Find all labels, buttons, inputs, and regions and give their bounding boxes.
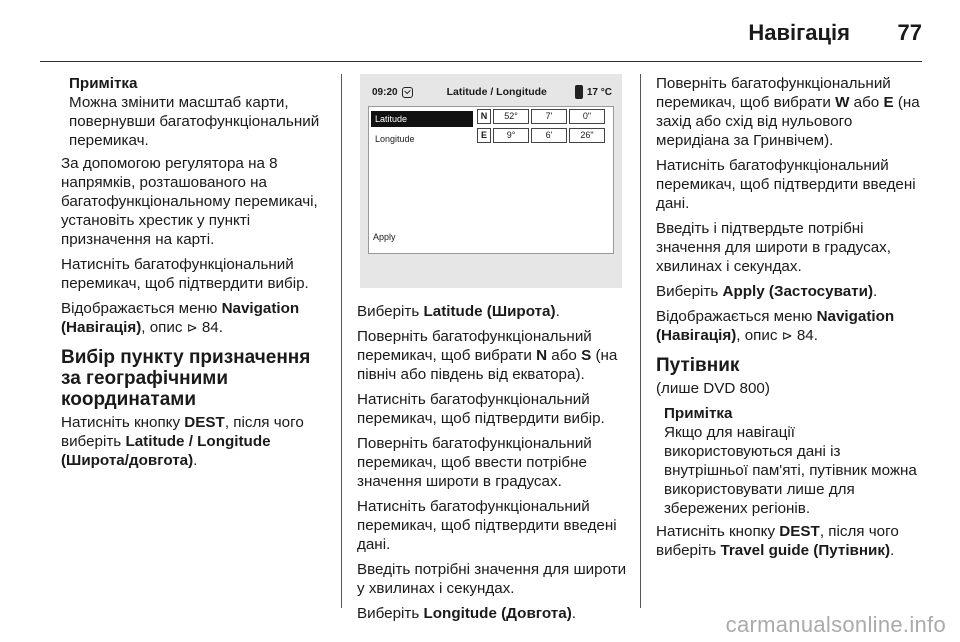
paragraph: Поверніть багатофункціональний перемикач, щоб вибрати N або S (на північ або південь від екватора). xyxy=(357,328,618,383)
menu-item-latitude: Latitude xyxy=(371,111,473,127)
section-heading: Вибір пункту призначення за географічними координатами xyxy=(61,347,311,410)
column-divider-2 xyxy=(640,74,641,608)
column-divider-1 xyxy=(341,74,342,608)
note-body: Можна змінити масштаб карти, повернувши багатофункціональний перемикач. xyxy=(69,94,320,149)
screen-clock: 09:20 xyxy=(372,86,398,98)
note-block xyxy=(61,74,333,150)
paragraph: Виберіть Latitude (Широта). xyxy=(357,303,560,320)
note-body: Якщо для навігації використовуються дані із внутрішньої пам'яті, путівник можна використовувати лише для збережених регіонів. xyxy=(664,424,917,517)
paragraph: Натисніть багатофункціональний перемикач, щоб підтвердити вибір. xyxy=(61,256,309,292)
page-header xyxy=(0,0,960,60)
page-ref-arrow-icon: ⊳ xyxy=(781,328,793,343)
paragraph: Натисніть багатофункціональний перемикач, щоб підтвердити введені дані. xyxy=(656,157,916,212)
paragraph: Поверніть багатофункціональний перемикач, щоб вибрати W або E (на захід або схід від нульового меридіана за Гринвічем). xyxy=(656,75,920,149)
paragraph: Введіть і підтвердьте потрібні значення для широти в градусах, хвилинах і секундах. xyxy=(656,220,891,275)
watermark: carmanualsonline.info xyxy=(725,612,946,637)
header-divider xyxy=(40,61,922,62)
screen-panel xyxy=(368,106,614,254)
page-ref-arrow-icon: ⊳ xyxy=(186,320,198,335)
page-title: Навігація xyxy=(748,20,850,45)
screen-status-bar xyxy=(368,80,614,104)
coordinate-row: N 52° 7' 0" xyxy=(477,109,611,124)
paragraph: Виберіть Longitude (Довгота). xyxy=(357,605,576,622)
screen-title: Latitude / Longitude xyxy=(446,85,547,98)
coordinate-grid xyxy=(477,109,611,147)
menu-item-longitude: Longitude xyxy=(375,134,415,144)
paragraph: Натисніть кнопку DEST, після чого виберіть Travel guide (Путівник). xyxy=(656,523,899,559)
note-heading: Примітка xyxy=(664,405,733,422)
column-1 xyxy=(61,74,333,476)
coordinate-row: E 9° 6' 26" xyxy=(477,128,611,143)
paragraph: Відображається меню Navigation (Навігація), опис ⊳ 84. xyxy=(656,308,895,344)
paragraph: Поверніть багатофункціональний перемикач, щоб ввести потрібне значення широти в градусах. xyxy=(357,435,592,490)
navigation-screenshot xyxy=(360,74,622,288)
paragraph: Натисніть кнопку DEST, після чого виберіть Latitude / Longitude (Широта/довгота). xyxy=(61,414,304,469)
paragraph: Виберіть Apply (Застосувати). xyxy=(656,283,878,300)
paragraph: Натисніть багатофункціональний перемикач, щоб підтвердити введені дані. xyxy=(357,498,617,553)
page-number: 77 xyxy=(897,20,922,45)
column-3 xyxy=(656,74,926,566)
column-2 xyxy=(357,74,635,629)
check-icon xyxy=(402,87,413,98)
note-heading: Примітка xyxy=(69,75,138,92)
section-heading: Путівник xyxy=(656,355,740,376)
screen-temperature: 17 °C xyxy=(586,86,612,98)
menu-item-apply: Apply xyxy=(373,232,396,242)
note-block xyxy=(656,404,926,518)
section-subtitle: (лише DVD 800) xyxy=(656,380,770,397)
thermometer-icon xyxy=(575,85,583,99)
paragraph: Відображається меню Navigation (Навігація), опис ⊳ 84. xyxy=(61,300,300,336)
paragraph: Натисніть багатофункціональний перемикач, щоб підтвердити вибір. xyxy=(357,391,605,427)
paragraph: За допомогою регулятора на 8 напрямків, розташованого на багатофункціональному перемикачі, установіть хрестик у пункті призначення на карті. xyxy=(61,155,318,248)
paragraph: Введіть потрібні значення для широти у хвилинах і секундах. xyxy=(357,561,627,597)
